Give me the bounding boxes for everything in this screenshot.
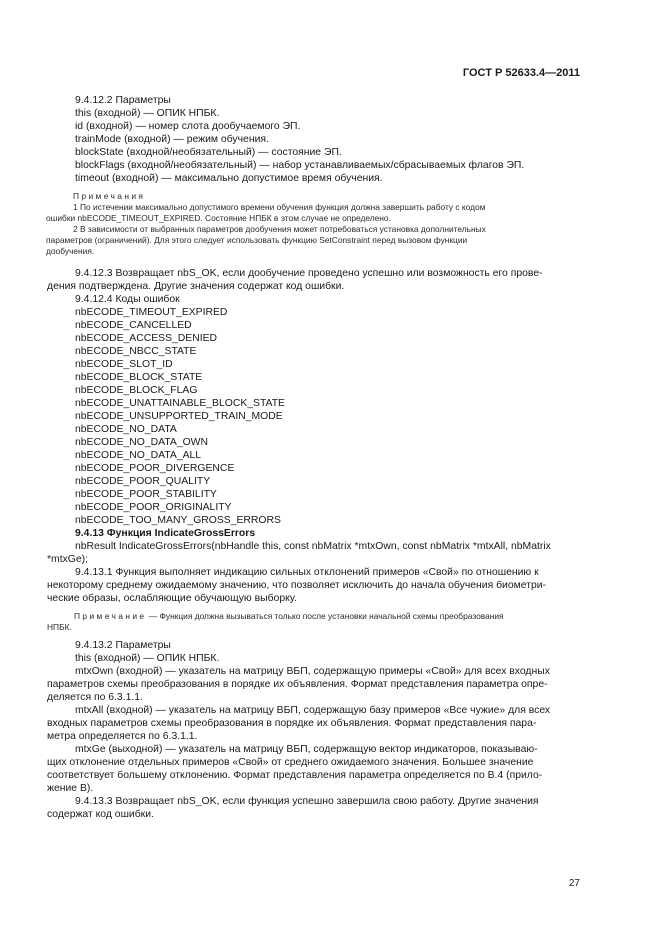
params-list <box>75 107 581 185</box>
note-line: дообучения. <box>46 246 95 256</box>
error-code: nbECODE_CANCELLED <box>75 320 192 331</box>
error-code: nbECODE_TIMEOUT_EXPIRED <box>75 307 228 318</box>
param-line: blockFlags (входной/необязательный) — набор устанавливаемых/сбрасываемых флагов ЭП. <box>75 160 525 171</box>
signature-line: *mtxGe); <box>47 554 88 565</box>
param-line: blockState (входной/необязательный) — состояние ЭП. <box>75 147 342 158</box>
page-content <box>46 94 581 821</box>
text-line: метра определяется по 6.3.1.1. <box>47 731 198 742</box>
param-line: timeout (входной) — максимально допустимое время обучения. <box>75 173 383 184</box>
page-number: 27 <box>568 878 580 889</box>
note-line <box>74 611 581 622</box>
error-code: nbECODE_POOR_QUALITY <box>75 476 211 487</box>
error-code: nbECODE_UNATTAINABLE_BLOCK_STATE <box>75 398 285 409</box>
text-line: деляется по 6.3.1.1. <box>47 692 143 703</box>
text-line: некоторому среднему ожидаемому значению, что позволяет исключить до начала обучения биометри- <box>47 580 547 591</box>
param-line: mtxGe (выходной) — указатель на матрицу ВБП, содержащую вектор индикаторов, показываю- <box>75 744 538 755</box>
text-line: параметров схемы преобразования в порядке их объявления. Формат представления параметра опре- <box>47 679 548 690</box>
error-code: nbECODE_POOR_DIVERGENCE <box>75 463 235 474</box>
error-code: nbECODE_NO_DATA_ALL <box>75 450 202 461</box>
signature-line: nbResult IndicateGrossErrors(nbHandle this, const nbMatrix *mtxOwn, const nbMatrix *mtxAll, nbMatrix <box>75 541 551 552</box>
param-line: this (входной) — ОПИК НПБК. <box>75 108 220 119</box>
note-line: параметров (ограничений). Для этого следует использовать функцию SetConstraint перед вызовом функции <box>46 235 468 245</box>
error-code: nbECODE_ACCESS_DENIED <box>75 333 218 344</box>
return-block <box>47 267 581 306</box>
function-title: 9.4.13 Функция IndicateGrossErrors <box>75 528 256 539</box>
error-code: nbECODE_BLOCK_STATE <box>75 372 203 383</box>
error-code: nbECODE_UNSUPPORTED_TRAIN_MODE <box>75 411 283 422</box>
text-line: соответствует большему отклонению. Формат представления параметра определяется по В.4 (прило- <box>47 770 543 781</box>
error-code: nbECODE_BLOCK_FLAG <box>75 385 198 396</box>
note-text: — Функция должна вызываться только после установки начальной схемы преобразования <box>146 611 504 621</box>
error-code: nbECODE_NO_DATA <box>75 424 177 435</box>
error-code: nbECODE_NBCC_STATE <box>75 346 197 357</box>
error-code: nbECODE_TOO_MANY_GROSS_ERRORS <box>75 515 281 526</box>
param-line: id (входной) — номер слота дообучаемого ЭП. <box>75 121 301 132</box>
text-line: входных параметров схемы преобразования в порядке их объявления. Формат представления пара- <box>47 718 537 729</box>
error-code: nbECODE_SLOT_ID <box>75 359 173 370</box>
section-title: 9.4.12.2 Параметры <box>75 95 171 106</box>
standard-header: ГОСТ Р 52633.4—2011 <box>462 67 580 79</box>
text-line: жение В). <box>47 783 94 794</box>
note-line: 1 По истечении максимально допустимого времени обучения функция должна завершить работу с кодом <box>73 202 486 212</box>
notes-block <box>46 191 581 257</box>
note-line: НПБК. <box>47 622 72 632</box>
param-line: this (входной) — ОПИК НПБК. <box>75 653 220 664</box>
text-line: щих отклонение отдельных примеров «Свой» от среднего ожидаемого значения. Большее значение <box>47 757 534 768</box>
text-line: дения подтверждена. Другие значения содержат код ошибки. <box>47 281 345 292</box>
note-label: Примечание <box>74 611 147 621</box>
section-title: 9.4.12.4 Коды ошибок <box>75 294 180 305</box>
note-line: ошибки nbECODE_TIMEOUT_EXPIRED. Состояние НПБК в этом случае не определено. <box>46 213 391 223</box>
error-codes-list <box>75 306 581 527</box>
section-title: 9.4.13.2 Параметры <box>75 640 171 651</box>
param-line: mtxAll (входной) — указатель на матрицу ВБП, содержащую базу примеров «Все чужие» для всех <box>75 705 551 716</box>
text-line: 9.4.12.3 Возвращает nbS_OK, если дообучение проведено успешно или возможность его прове- <box>75 268 543 279</box>
note-line: 2 В зависимости от выбранных параметров дообучения может потребоваться установка дополнительных <box>73 224 486 234</box>
error-code: nbECODE_POOR_STABILITY <box>75 489 217 500</box>
text-line: ческие образы, ослабляющие обучающую выборку. <box>47 593 297 604</box>
error-code: nbECODE_NO_DATA_OWN <box>75 437 208 448</box>
param-line: trainMode (входной) — режим обучения. <box>75 134 269 145</box>
param-line: mtxOwn (входной) — указатель на матрицу ВБП, содержащую примеры «Свой» для всех входных <box>75 666 550 677</box>
text-line: содержат код ошибки. <box>47 809 154 820</box>
error-code: nbECODE_POOR_ORIGINALITY <box>75 502 232 513</box>
notes-heading: Примечания <box>73 191 146 201</box>
text-line: 9.4.13.1 Функция выполняет индикацию сильных отклонений примеров «Свой» по отношению к <box>75 567 539 578</box>
text-line: 9.4.13.3 Возвращает nbS_OK, если функция успешно завершила свою работу. Другие значения <box>75 796 539 807</box>
